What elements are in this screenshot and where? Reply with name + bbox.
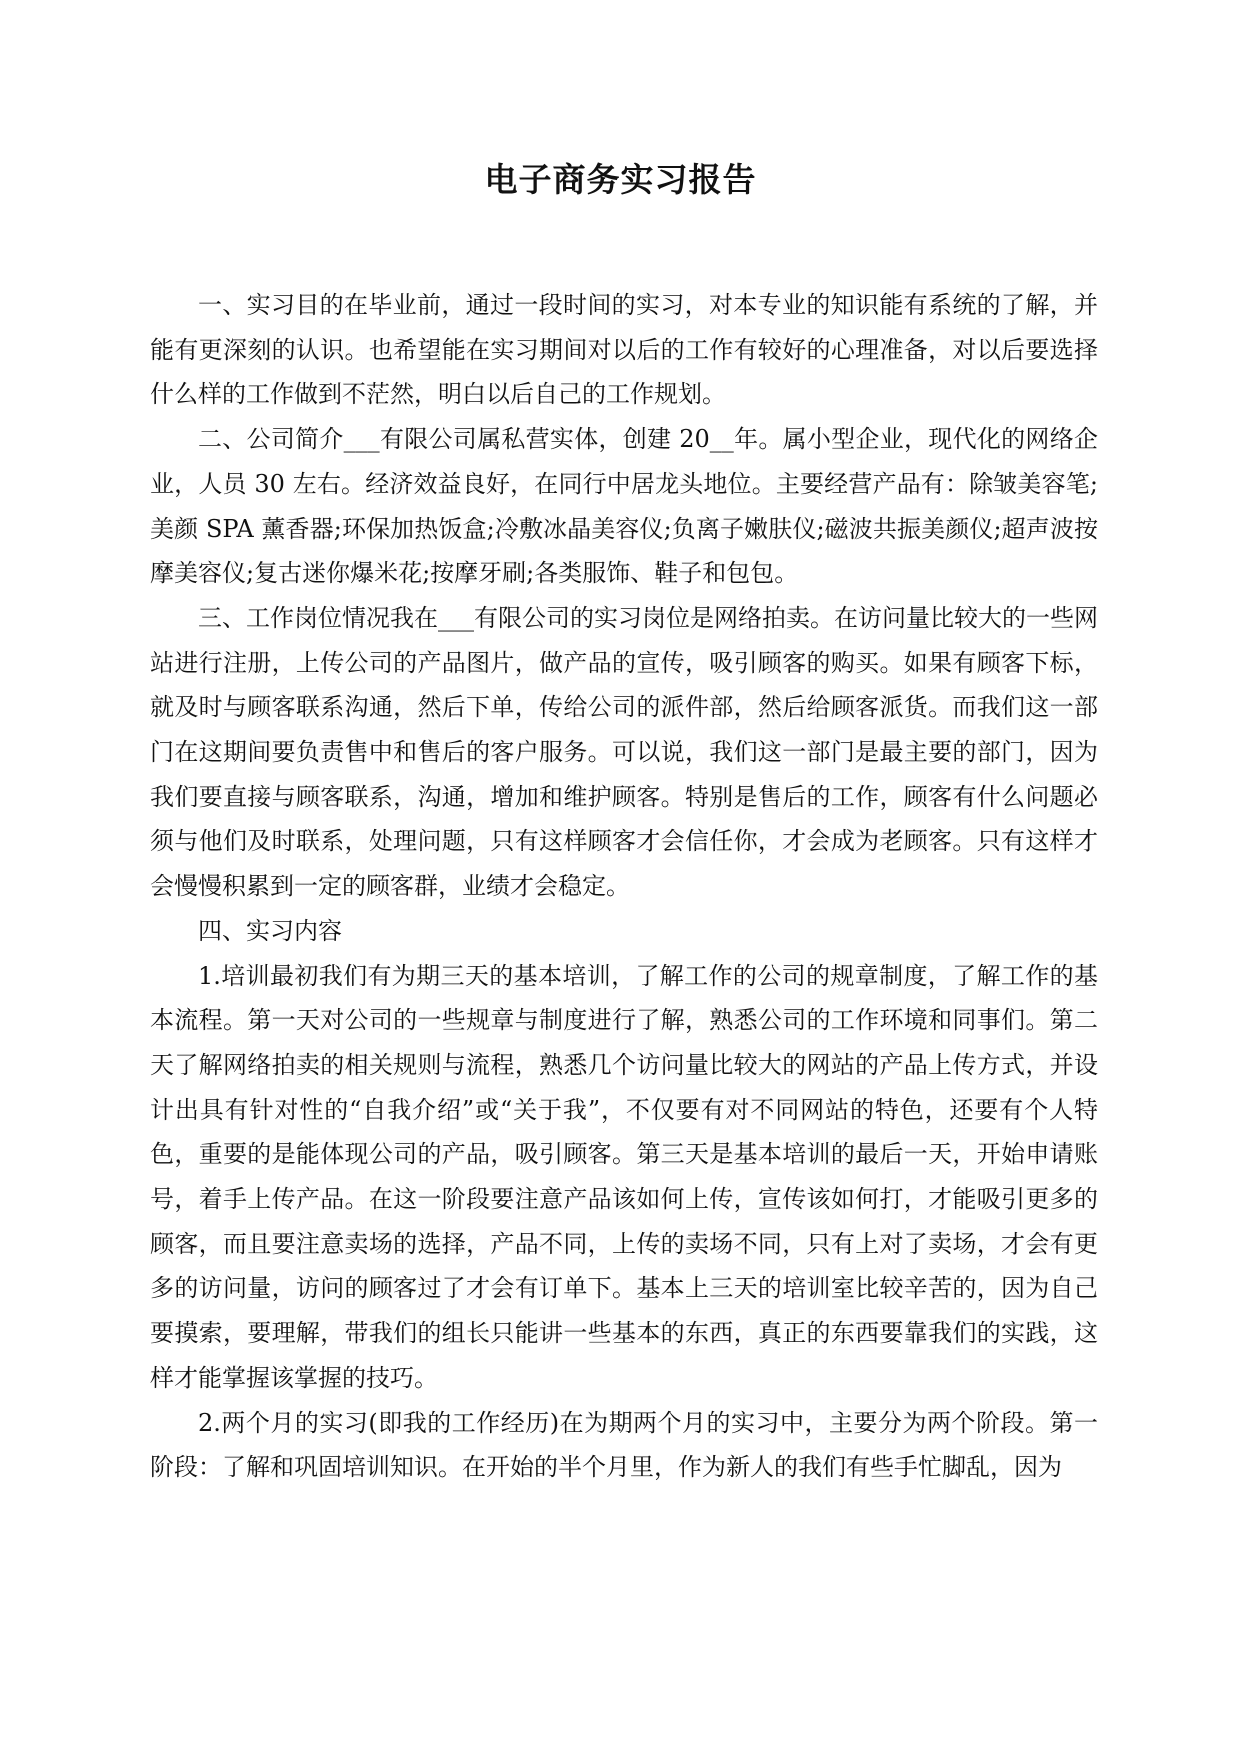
paragraph-internship-content-heading: 四、实习内容 — [198, 916, 342, 945]
paragraph-two-months: 2.两个月的实习(即我的工作经历)在为期两个月的实习中，主要分为两个阶段。第一阶段：了解和巩固培训知识。在开始的半个月里，作为新人的我们有些手忙脚乱，因为 — [150, 1408, 1098, 1482]
paragraph-company-intro: 二、公司简介___有限公司属私营实体，创建 20__年。属小型企业，现代化的网络企业，人员 30 左右。经济效益良好，在同行中居龙头地位。主要经营产品有：除皱美容笔;美颜 SPA 薰香器;环保加热饭盒;冷敷冰晶美容仪;负离子嫩肤仪;磁波共振美颜仪;超声波按摩美容仪;复古迷你爆米花;按摩牙刷;各类服饰、鞋子和包包。 — [150, 425, 1098, 588]
document-title: 电子商务实习报告 — [484, 160, 757, 199]
paragraph-job-position: 三、工作岗位情况我在___有限公司的实习岗位是网络拍卖。在访问量比较大的一些网站进行注册，上传公司的产品图片，做产品的宣传，吸引顾客的购买。如果有顾客下标，就及时与顾客联系沟通，然后下单，传给公司的派件部，然后给顾客派货。而我们这一部门在这期间要负责售中和售后的客户服务。可以说，我们这一部门是最主要的部门，因为我们要直接与顾客联系，沟通，增加和维护顾客。特别是售后的工作，顾客有什么问题必须与他们及时联系，处理问题，只有这样顾客才会信任你，才会成为老顾客。只有这样才会慢慢积累到一定的顾客群，业绩才会稳定。 — [150, 603, 1098, 901]
document-body — [150, 283, 1098, 1490]
paragraph-training: 1.培训最初我们有为期三天的基本培训，了解工作的公司的规章制度，了解工作的基本流程。第一天对公司的一些规章与制度进行了解，熟悉公司的工作环境和同事们。第二天了解网络拍卖的相关规则与流程，熟悉几个访问量比较大的网站的产品上传方式，并设计出具有针对性的“自我介绍”或“关于我”，不仅要有对不同网站的特色，还要有个人特色，重要的是能体现公司的产品，吸引顾客。第三天是基本培训的最后一天，开始申请账号，着手上传产品。在这一阶段要注意产品该如何上传，宣传该如何打，才能吸引更多的顾客，而且要注意卖场的选择，产品不同，上传的卖场不同，只有上对了卖场，才会有更多的访问量，访问的顾客过了才会有订单下。基本上三天的培训室比较辛苦的，因为自己要摸索，要理解，带我们的组长只能讲一些基本的东西，真正的东西要靠我们的实践，这样才能掌握该掌握的技巧。 — [150, 961, 1098, 1392]
paragraph-purpose: 一、实习目的在毕业前，通过一段时间的实习，对本专业的知识能有系统的了解，并能有更深刻的认识。也希望能在实习期间对以后的工作有较好的心理准备，对以后要选择什么样的工作做到不茫然，明白以后自己的工作规划。 — [150, 291, 1098, 409]
